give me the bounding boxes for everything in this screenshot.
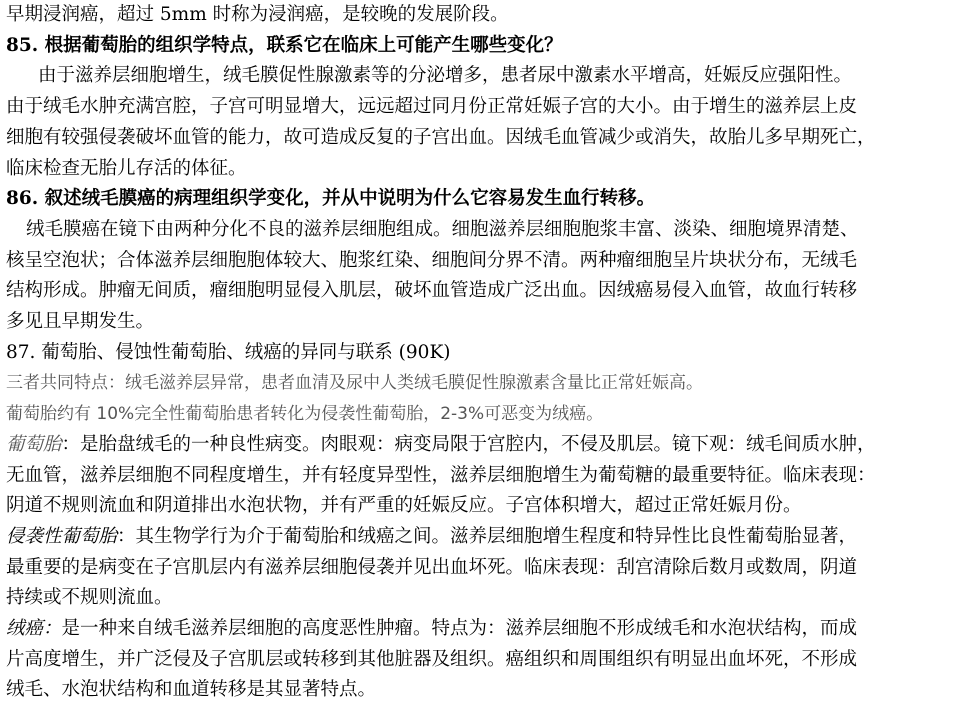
answer-86-line: 多见且早期发生。 [6, 311, 155, 333]
choriocarcinoma-paragraph-line: 绒毛、水泡状结构和血道转移是其显著特点。 [6, 679, 377, 701]
answer-86-line: 核呈空泡状；合体滋养层细胞胞体较大、胞浆红染、细胞间分界不清。两种瘤细胞呈片块状分布，无绒毛 [6, 249, 858, 271]
mole-paragraph-line: 无血管，滋养层细胞不同程度增生，并有轻度异型性，滋养层细胞增生为葡萄糖的最重要特征。临床表现： [6, 464, 876, 486]
question-86-heading: 86. 叙述绒毛膜癌的病理组织学变化，并从中说明为什么它容易发生血行转移。 [6, 188, 656, 210]
choriocarcinoma-text: 是一种来自绒毛滋养层细胞的高度恶性肿瘤。特点为：滋养层细胞不形成绒毛和水泡状结构，而成 [61, 618, 858, 640]
answer-85-line: 临床检查无胎儿存活的体征。 [6, 157, 247, 179]
question-85-heading: 85. 根据葡萄胎的组织学特点，联系它在临床上可能产生哪些变化？ [6, 34, 563, 56]
question-87-heading: 87. 葡萄胎、侵蚀性葡萄胎、绒癌的异同与联系 (90K) [6, 341, 451, 363]
answer-85-line: 细胞有较强侵袭破坏血管的能力，故可造成反复的子宫出血。因绒毛血管减少或消失，故胎儿多早期死亡， [6, 126, 876, 148]
answer-85-line: 由于绒毛水肿充满宫腔，子宫可明显增大，远远超过同月份正常妊娠子宫的大小。由于增生的滋养层上皮 [6, 96, 858, 118]
invasive-mole-paragraph-line [6, 522, 968, 553]
invasive-mole-text: ：其生物学行为介于葡萄胎和绒癌之间。滋养层细胞增生程度和特异性比良性葡萄胎显著， [117, 525, 858, 547]
mole-text: ：是胎盘绒毛的一种良性病变。肉眼观：病变局限于宫腔内，不侵及肌层。镜下观：绒毛间质水肿， [61, 433, 876, 455]
mole-paragraph-line [6, 430, 968, 461]
common-features-line: 三者共同特点：绒毛滋养层异常，患者血清及尿中人类绒毛膜促性腺激素含量比正常妊娠高。 [6, 373, 703, 394]
invasive-mole-paragraph-line: 最重要的是病变在子宫肌层内有滋养层细胞侵袭并见出血坏死。临床表现：刮宫清除后数月或数周，阴道 [6, 556, 858, 578]
mole-paragraph-line: 阴道不规则流血和阴道排出水泡状物，并有严重的妊娠反应。子宫体积增大，超过正常妊娠月份。 [6, 495, 802, 517]
document-page [6, 0, 968, 706]
conversion-rate-line: 葡萄胎约有 10%完全性葡萄胎患者转化为侵袭性葡萄胎，2-3%可恶变为绒癌。 [6, 404, 604, 425]
answer-85-line: 由于滋养层细胞增生，绒毛膜促性腺激素等的分泌增多，患者尿中激素水平增高，妊娠反应强阳性。 [38, 65, 853, 87]
invasive-mole-paragraph-line: 持续或不规则流血。 [6, 587, 173, 609]
answer-86-line: 绒毛膜癌在镜下由两种分化不良的滋养层细胞组成。细胞滋养层细胞胞浆丰富、淡染、细胞境界清楚、 [26, 218, 859, 240]
choriocarcinoma-paragraph-line [6, 614, 968, 645]
invasive-mole-term: 侵袭性葡萄胎 [6, 525, 118, 547]
choriocarcinoma-term: 绒癌： [6, 618, 62, 640]
mole-term: 葡萄胎 [6, 433, 62, 455]
answer-86-line: 结构形成。肿瘤无间质，瘤细胞明显侵入肌层，破坏血管造成广泛出血。因绒癌易侵入血管，故血行转移 [6, 280, 858, 302]
text-line: 早期浸润癌，超过 5mm 时称为浸润癌，是较晚的发展阶段。 [6, 4, 509, 25]
choriocarcinoma-paragraph-line: 片高度增生，并广泛侵及子宫肌层或转移到其他脏器及组织。癌组织和周围组织有明显出血坏死，不形成 [6, 648, 858, 670]
